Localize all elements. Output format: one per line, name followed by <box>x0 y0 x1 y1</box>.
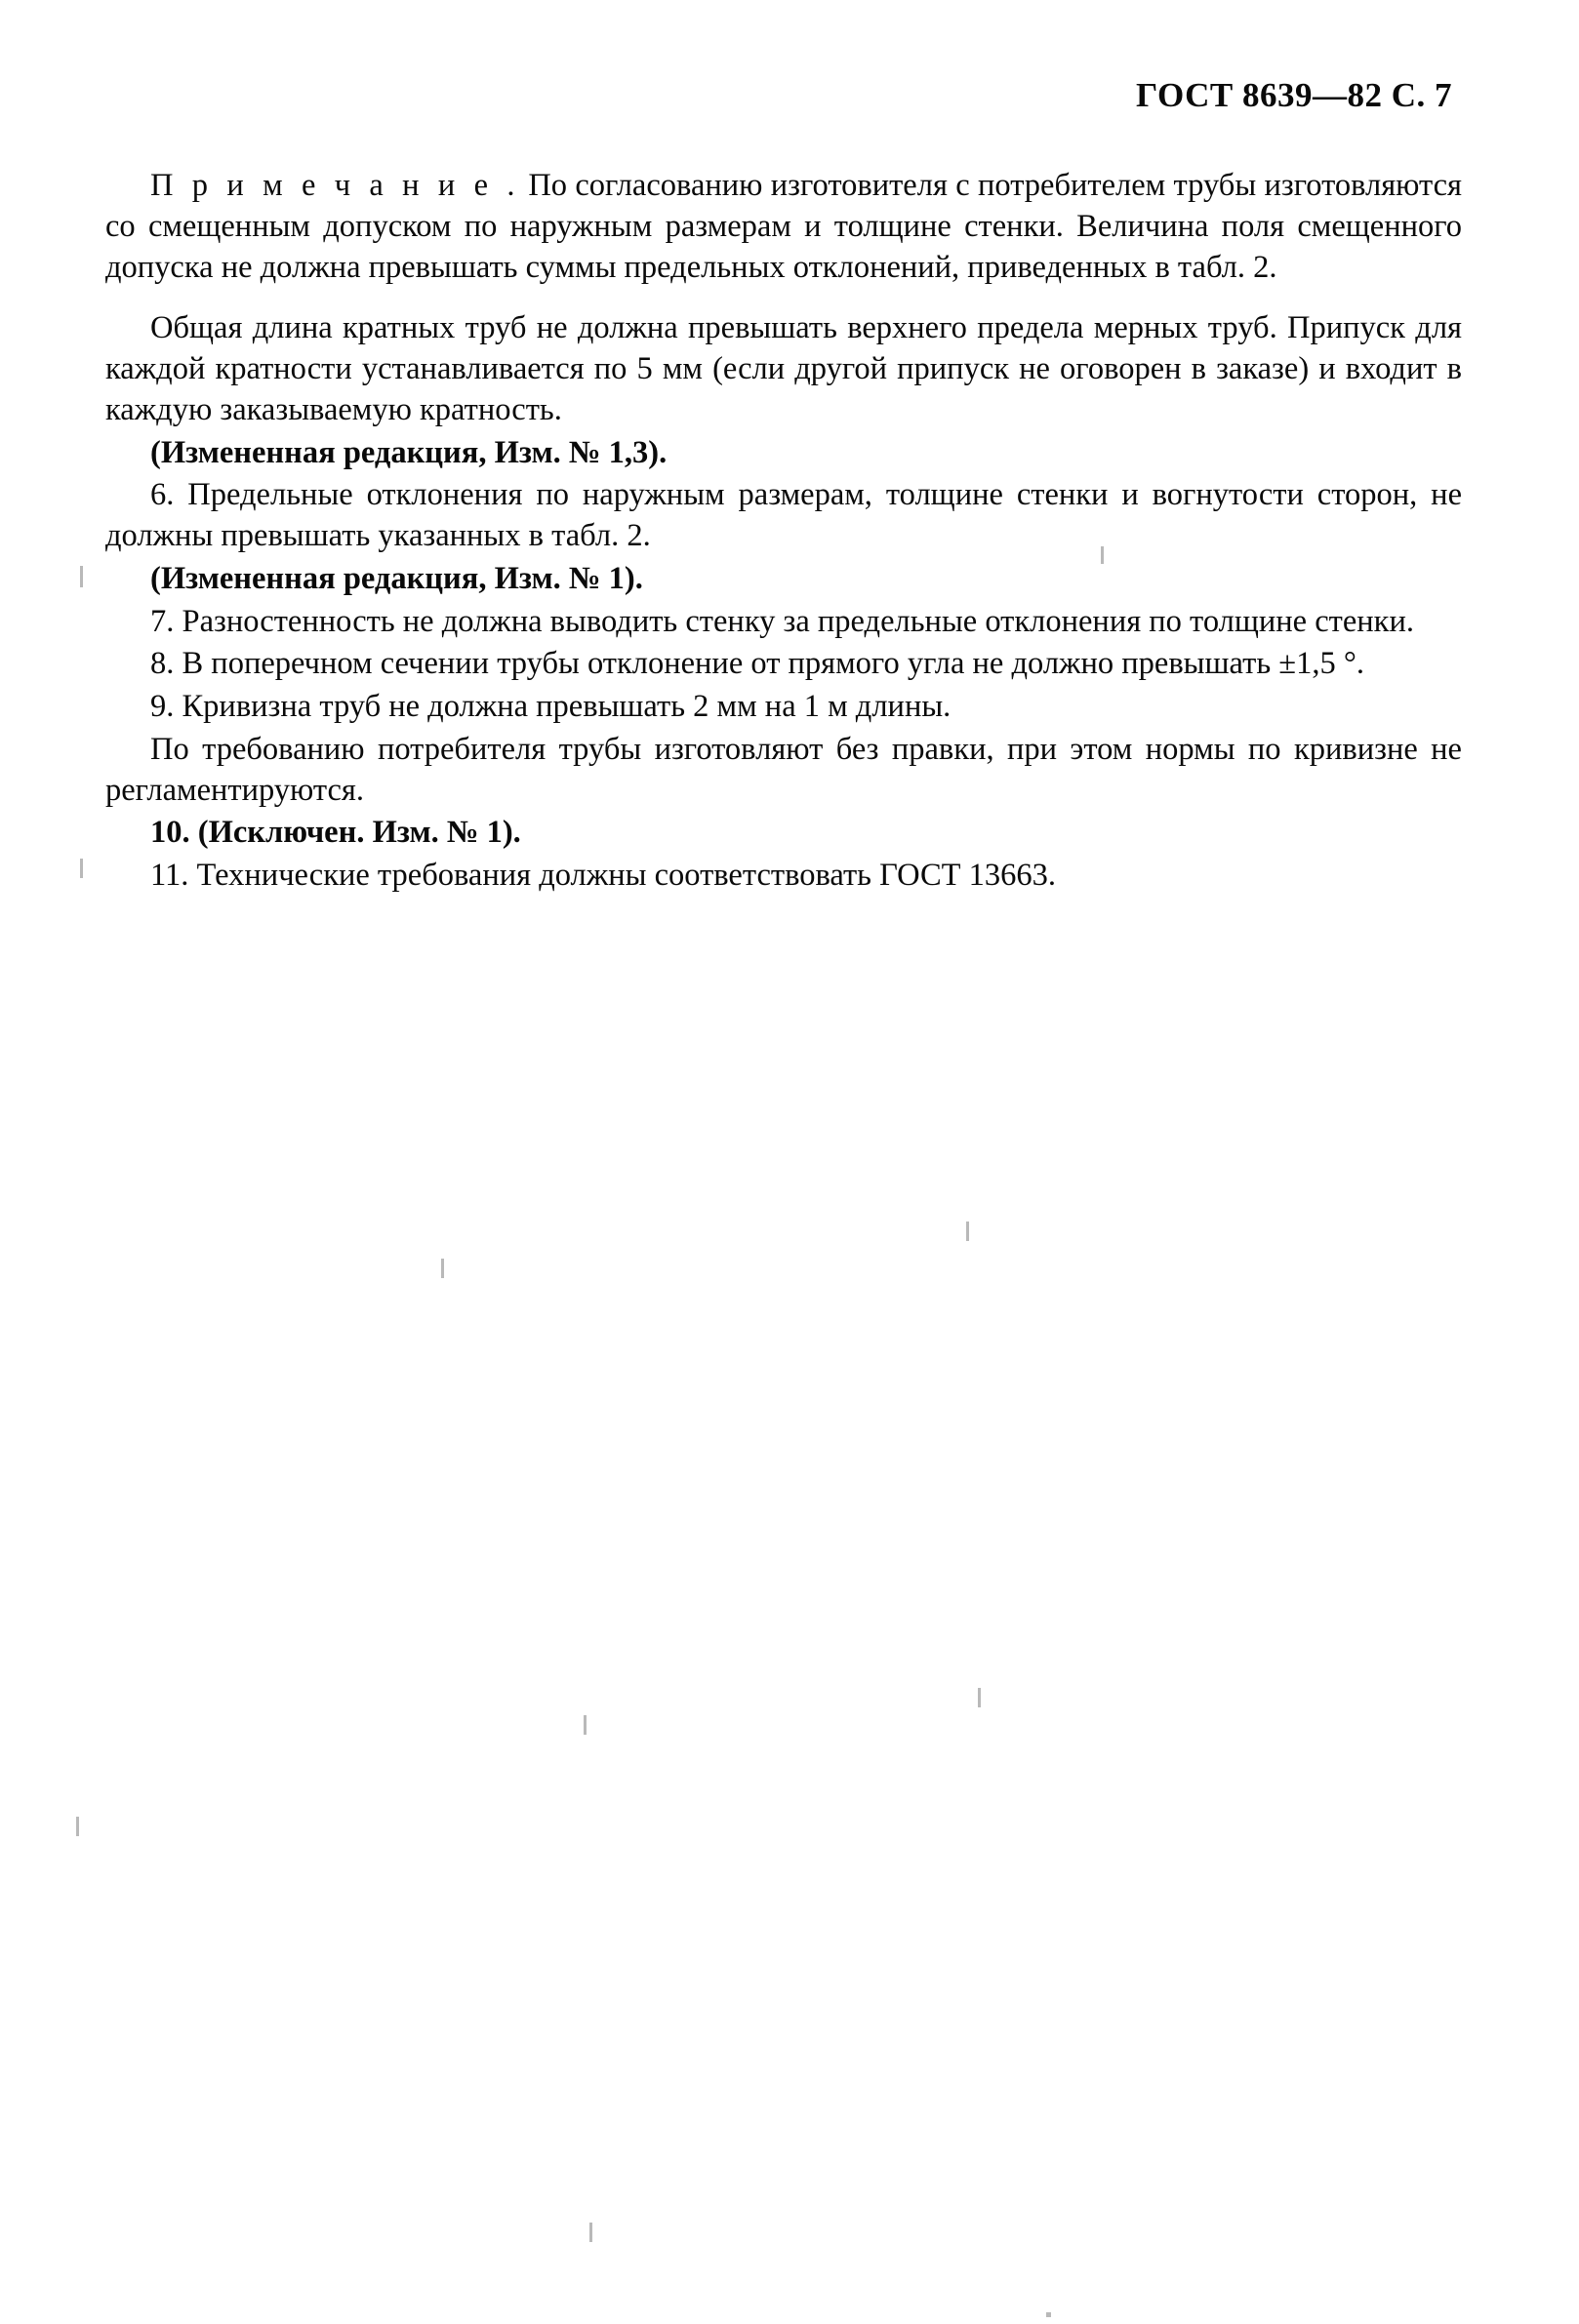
paragraph-item-11: 11. Технические требования должны соответствовать ГОСТ 13663. <box>150 858 1056 893</box>
scan-artifact <box>1101 546 1104 564</box>
scan-artifact <box>589 2223 592 2242</box>
paragraph-item-7: 7. Разностенность не должна выводить стенку за предельные отклонения по толщине стенки. <box>150 603 1414 639</box>
paragraph-amend-1: (Измененная редакция, Изм. № 1). <box>150 560 643 596</box>
paragraph-amend-1-3: (Измененная редакция, Изм. № 1,3). <box>150 434 668 470</box>
page-header: ГОСТ 8639—82 С. 7 <box>1136 76 1452 114</box>
paragraph-item-10: 10. (Исключен. Изм. № 1). <box>150 815 521 851</box>
paragraph-item-8: 8. В поперечном сечении трубы отклонение от прямого угла не должно превышать ±1,5 °. <box>150 646 1364 682</box>
scan-artifact <box>441 1259 444 1278</box>
paragraph-multiple-length: Общая длина кратных труб не должна превышать верхнего предела мерных труб. Припуск для каждой кратности устанавливается по 5 мм (если другой припуск не оговорен в заказе) и входит в каждую заказываемую кратность. <box>105 310 1462 427</box>
scan-artifact <box>76 1817 79 1836</box>
paragraph-item-6: 6. Предельные отклонения по наружным размерам, толщине стенки и вогнутости сторон, не должны превышать указанных в табл. 2. <box>105 477 1462 553</box>
scan-artifact <box>978 1688 981 1707</box>
scan-artifact <box>966 1222 969 1241</box>
scan-artifact <box>80 566 83 587</box>
paragraph-no-straightening: По требованию потребителя трубы изготовляют без правки, при этом нормы по кривизне не регламентируются. <box>105 731 1462 808</box>
document-body <box>105 166 1462 897</box>
paragraph-note <box>105 166 1462 288</box>
scan-artifact <box>584 1715 587 1735</box>
note-label: П р и м е ч а н и е . <box>150 168 520 203</box>
scan-artifact <box>1046 2312 1051 2317</box>
paragraph-item-9: 9. Кривизна труб не должна превышать 2 мм на 1 м длины. <box>150 689 951 724</box>
scan-artifact <box>80 859 83 878</box>
note-text: По согласованию изготовителя с потребителем трубы изготовляются со смещенным допуском по наружным размерам и толщине стенки. Величина поля смещенного допуска не должна превышать суммы предельных отклонений, приведенных в табл. 2. <box>105 168 1463 285</box>
